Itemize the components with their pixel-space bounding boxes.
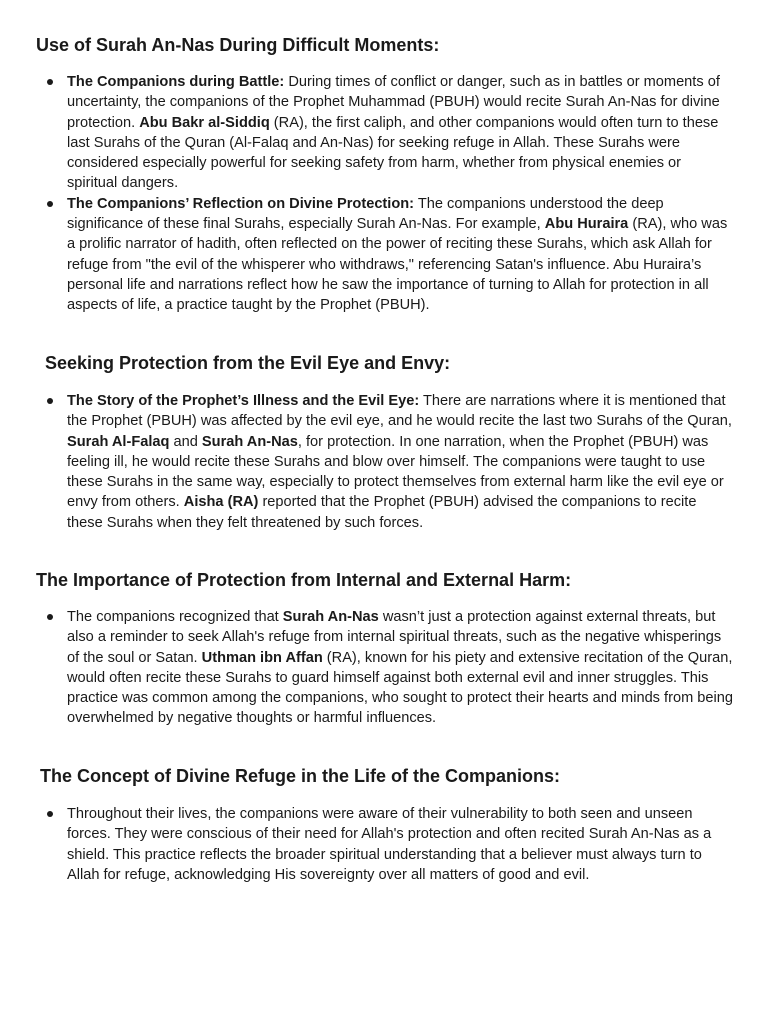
bold-name: Abu Huraira: [544, 216, 629, 233]
item-text: (RA), who was a prolific narrator of hadith, often reflected on the power of reciting these Surahs, which ask Allah for refuge from "the evil of the whisperer who withdraws," referencing Satan's influence. Abu Huraira’s personal life and narrations reflect how he saw the importance of turning to Allah for protection in all aspects of life, a practice taught by the Prophet (PBUH).: [67, 216, 728, 314]
bold-lead: The Companions during Battle:: [67, 74, 285, 90]
item-text: (RA), the first caliph, and other companions would often turn to these last Surahs of the Quran (Al-Falaq and An-Nas) for seeking refuge in Allah. These Surahs were considered especially powerful for seeking safety from harm, whether from physical enemies or spiritual dangers.: [67, 114, 719, 192]
section-heading: The Importance of Protection from Internal and External Harm:: [36, 570, 572, 590]
item-text: reported that the Prophet (PBUH) advised the companions to recite these Surahs when they felt threatened by such forces.: [67, 494, 697, 531]
list-item: [0, 194, 733, 316]
list-item: [0, 72, 733, 194]
bullet-list: [0, 72, 768, 316]
bold-name: Abu Bakr al-Siddiq: [139, 114, 270, 131]
list-item: [0, 391, 733, 533]
item-text: Throughout their lives, the companions were aware of their vulnerability to both seen and unseen forces. They were conscious of their need for Allah's protection and often recited Surah An-Nas as a shield. This practice reflects the broader spiritual understanding that a believer must always turn to Allah for refuge, acknowledging His sovereignty over all matters of good and evil.: [67, 806, 712, 883]
item-text: (RA), known for his piety and extensive recitation of the Quran, would often recite these Surahs to guard himself against both external evil and inner struggles. This practice was common among the companions, who sought to protect their hearts and minds from being overwhelmed by negative thoughts or harmful influences.: [67, 649, 733, 727]
bullet-icon: [47, 811, 53, 817]
bullet-list: [0, 607, 768, 729]
bold-name: Aisha (RA): [183, 494, 259, 511]
bullet-icon: [47, 201, 53, 207]
item-text: The companions understood the deep significance of these final Surahs, especially Surah An-Nas. For example,: [67, 195, 664, 233]
bold-lead: The Companions’ Reflection on Divine Protection:: [67, 195, 415, 212]
bold-name: Surah Al-Falaq: [67, 433, 170, 450]
section-heading: Use of Surah An-Nas During Difficult Moments:: [36, 35, 440, 55]
list-item: [0, 804, 733, 885]
item-text: The companions recognized that: [67, 609, 283, 625]
bold-name: Surah An-Nas: [201, 433, 298, 450]
bullet-icon: [47, 79, 53, 85]
item-text: , for protection. In one narration, when the Prophet (PBUH) was feeling ill, he would recite these Surahs and blow over himself. The companions were taught to use these Surahs in the same way, especially to protect themselves from external harm like the evil eye or envy from others.: [67, 433, 724, 511]
bullet-icon: [47, 614, 53, 620]
section-heading: The Concept of Divine Refuge in the Life of the Companions:: [40, 766, 561, 786]
item-text: wasn’t just a protection against external threats, but also a reminder to seek Allah's refuge from internal spiritual threats, such as the negative whisperings of the soul or Satan.: [67, 609, 722, 666]
item-text: During times of conflict or danger, such as in battles or moments of uncertainty, the companions of the Prophet Muhammad (PBUH) would recite Surah An-Nas for divine protection.: [67, 74, 720, 131]
list-item: [0, 607, 733, 729]
bullet-icon: [47, 398, 53, 404]
bullet-list: [0, 804, 768, 885]
bullet-list: [0, 391, 768, 533]
item-text: There are narrations where it is mentioned that the Prophet (PBUH) was affected by the evil eye, and he would recite the last two Surahs of the Quran,: [67, 393, 732, 430]
item-text: and: [169, 433, 202, 450]
bold-name: Uthman ibn Affan: [201, 649, 323, 666]
bold-name: Surah An-Nas: [282, 609, 379, 625]
bold-lead: The Story of the Prophet’s Illness and the Evil Eye:: [67, 393, 420, 409]
section-heading: Seeking Protection from the Evil Eye and Envy:: [45, 353, 451, 373]
